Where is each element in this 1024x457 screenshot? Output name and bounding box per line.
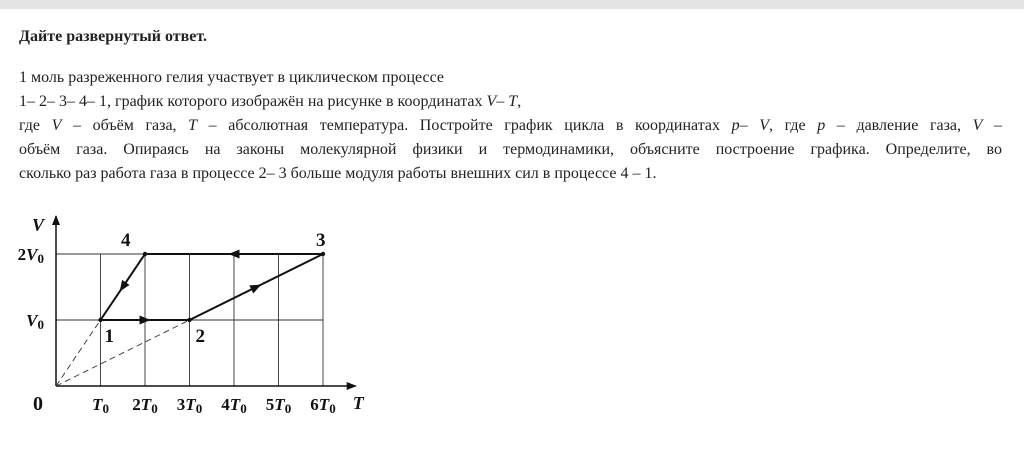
x-axis-label: T bbox=[352, 393, 364, 413]
y-axis-label: V bbox=[32, 215, 45, 235]
problem-line-5: сколько раз работа газа в процессе 2– 3 больше модуля работы внешних сил в процессе 4 – 1. bbox=[19, 165, 657, 182]
x-tick-label-2: 2T0 bbox=[132, 395, 158, 416]
problem-line-2: 1– 2– 3– 4– 1, график которого изображён на рисунке в координатах V– T, bbox=[19, 93, 522, 110]
cycle-path bbox=[98, 250, 325, 325]
point-1 bbox=[98, 318, 102, 322]
x-tick-label-3: 3T0 bbox=[176, 395, 203, 416]
point-label-4: 4 bbox=[121, 230, 131, 251]
y-tick-label-2: 2V0 bbox=[17, 245, 44, 266]
dashed-line-2 bbox=[56, 320, 190, 386]
chart-axes bbox=[56, 216, 356, 386]
point-label-1: 1 bbox=[104, 326, 114, 347]
point-3 bbox=[321, 252, 325, 256]
y-tick-label-1: V0 bbox=[26, 311, 44, 332]
point-label-2: 2 bbox=[195, 326, 205, 347]
problem-line-4: объём газа. Опираясь на законы молекулярной физики и термодинамики, объясните построение графика. Определите, во bbox=[19, 141, 1002, 158]
x-tick-label-6: 6T0 bbox=[310, 395, 336, 416]
origin-label: 0 bbox=[33, 393, 43, 415]
point-4 bbox=[143, 252, 147, 256]
x-tick-label-5: 5T0 bbox=[265, 395, 292, 416]
task-heading: Дайте развернутый ответ. bbox=[19, 28, 207, 45]
point-label-3: 3 bbox=[316, 230, 326, 251]
arrow-4-1 bbox=[120, 280, 130, 292]
chart-dashed-lines bbox=[56, 320, 190, 386]
dashed-line-1 bbox=[56, 320, 101, 386]
problem-line-3: где V – объём газа, T – абсолютная температура. Постройте график цикла в координатах p– V, где p – давление газа, V – bbox=[19, 117, 1003, 134]
x-tick-label-1: T0 bbox=[92, 395, 109, 416]
problem-line-1: 1 моль разреженного гелия участвует в циклическом процессе bbox=[19, 69, 444, 86]
point-2 bbox=[187, 318, 191, 322]
x-tick-label-4: 4T0 bbox=[221, 395, 247, 416]
